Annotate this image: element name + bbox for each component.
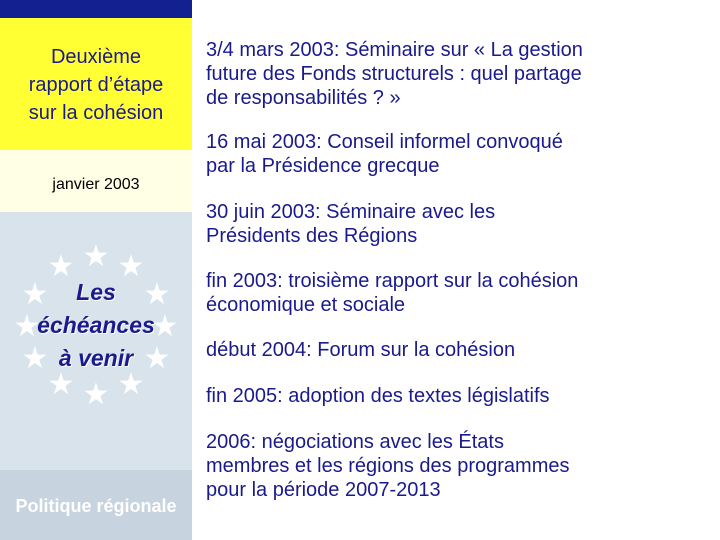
schedule-item-line xyxy=(206,130,563,154)
echeances-panel xyxy=(0,212,192,540)
echeances-line: à venir xyxy=(58,345,134,371)
schedule-item xyxy=(206,338,515,362)
title-line: rapport d’étape xyxy=(28,74,164,96)
title-line: sur la cohésion xyxy=(28,102,164,124)
schedule-item-line: de responsabilités ? » xyxy=(206,87,401,109)
schedule-item-line xyxy=(206,430,569,454)
star-icon: ★ xyxy=(151,310,179,343)
schedule-item-line: Présidents des Régions xyxy=(206,225,418,247)
star-icon: ★ xyxy=(82,240,110,273)
star-icon: ★ xyxy=(47,368,75,401)
report-date: janvier 2003 xyxy=(52,176,140,193)
schedule-item-date: début 2004 xyxy=(206,339,307,361)
schedule-item-text: : négociations avec les États xyxy=(250,431,504,453)
star-icon: ★ xyxy=(117,368,145,401)
schedule-item-text: : Forum sur la cohésion xyxy=(306,339,516,361)
title-block xyxy=(0,18,192,150)
star-icon: ★ xyxy=(82,378,110,411)
left-panel xyxy=(0,0,192,540)
star-icon: ★ xyxy=(13,310,41,343)
schedule-item xyxy=(206,384,550,408)
schedule-item xyxy=(206,269,578,317)
schedule-item-date: 2006 xyxy=(206,431,251,453)
schedule-item-line xyxy=(206,269,578,293)
schedule-item-line: par la Présidence grecque xyxy=(206,155,440,177)
schedule-item-line xyxy=(206,38,583,62)
echeances-line: échéances xyxy=(37,312,155,338)
schedule-item-date: fin 2005 xyxy=(206,385,278,407)
title-line: Deuxième xyxy=(50,46,142,68)
schedule-item xyxy=(206,200,495,248)
schedule-item-text: : Conseil informel convoqué xyxy=(316,131,563,153)
echeances-line: Les xyxy=(76,279,116,305)
schedule-item-line xyxy=(206,200,495,224)
schedule-item xyxy=(206,430,569,502)
date-block xyxy=(0,150,192,212)
report-title xyxy=(0,43,192,127)
schedule-item-date: 30 juin 2003 xyxy=(206,201,315,223)
schedule-item-date: 3/4 mars 2003 xyxy=(206,39,334,61)
schedule-item-line: membres et les régions des programmes xyxy=(206,455,570,477)
star-icon: ★ xyxy=(47,250,75,283)
star-icon: ★ xyxy=(143,278,171,311)
top-strip xyxy=(0,0,192,18)
schedule-item-text: : adoption des textes législatifs xyxy=(277,385,550,407)
schedule-item-date: fin 2003 xyxy=(206,270,278,292)
schedule-item-line xyxy=(206,338,515,362)
star-icon: ★ xyxy=(21,278,49,311)
schedule-item-date: 16 mai 2003 xyxy=(206,131,317,153)
schedule-item-text: : Séminaire sur « La gestion xyxy=(333,39,583,61)
schedule-item-text: : Séminaire avec les xyxy=(314,201,496,223)
footer-label: Politique régionale xyxy=(15,496,177,516)
schedule-item xyxy=(206,38,583,110)
schedule-item-text: : troisième rapport sur la cohésion xyxy=(277,270,579,292)
star-icon: ★ xyxy=(143,342,171,375)
schedule-item-line: pour la période 2007‑2013 xyxy=(206,479,441,501)
schedule-item-line: économique et sociale xyxy=(206,294,406,316)
schedule-item-line xyxy=(206,384,550,408)
star-icon: ★ xyxy=(21,342,49,375)
schedule-item-line: future des Fonds structurels : quel partage xyxy=(206,63,582,85)
schedule-item xyxy=(206,130,563,178)
echeances-heading xyxy=(0,276,192,375)
star-icon: ★ xyxy=(117,250,145,283)
